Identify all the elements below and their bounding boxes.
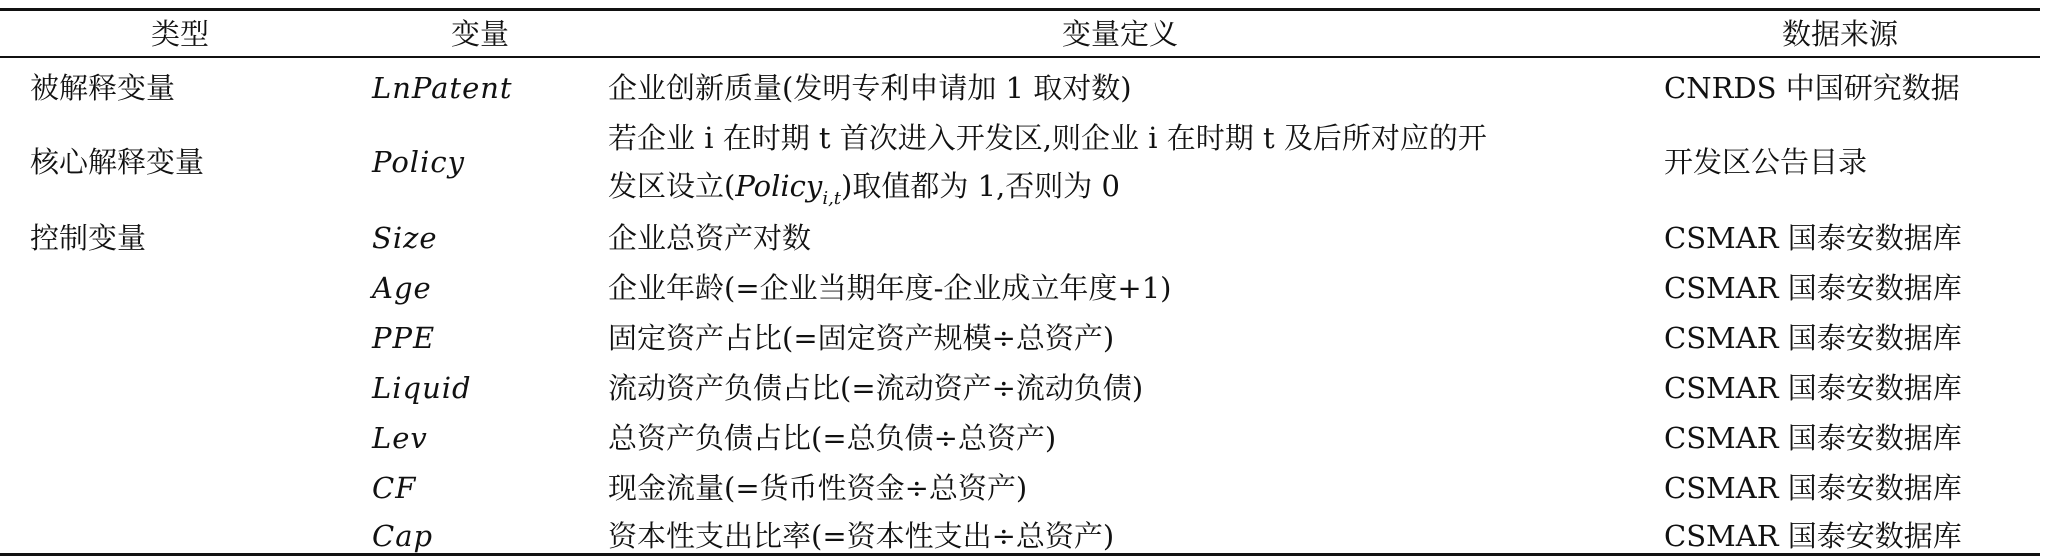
- cell-definition: 现金流量(=货币性资金÷总资产): [608, 471, 1028, 505]
- cell-variable: Age: [372, 271, 432, 305]
- definition-line-2-post: )取值都为 1,否则为 0: [841, 169, 1120, 203]
- header-variable: 变量: [450, 17, 509, 51]
- top-rule: [0, 8, 2040, 11]
- cell-definition: 固定资产占比(=固定资产规模÷总资产): [608, 321, 1115, 355]
- definition-line-1: 若企业 i 在时期 t 首次进入开发区,则企业 i 在时期 t 及后所对应的开: [608, 121, 1487, 155]
- cell-definition: 企业年龄(=企业当期年度-企业成立年度+1): [608, 271, 1172, 305]
- cell-variable: Policy: [372, 145, 465, 179]
- cell-source: 开发区公告目录: [1664, 145, 1868, 179]
- cell-variable: LnPatent: [372, 71, 513, 105]
- cell-variable: Lev: [372, 421, 428, 455]
- cell-variable: Cap: [372, 519, 434, 553]
- cell-variable: PPE: [372, 321, 436, 355]
- cell-source: CSMAR 国泰安数据库: [1664, 371, 1962, 405]
- table-row: [0, 114, 2040, 210]
- header-definition: 变量定义: [1061, 17, 1178, 51]
- cell-variable: CF: [372, 471, 417, 505]
- cell-source: CSMAR 国泰安数据库: [1664, 421, 1962, 455]
- cell-definition: 企业创新质量(发明专利申请加 1 取对数): [608, 71, 1132, 105]
- policy-variable: Policy: [735, 169, 823, 203]
- cell-definition: 总资产负债占比(=总负债÷总资产): [608, 421, 1057, 455]
- policy-subscript: i,t: [822, 188, 842, 209]
- header-source: 数据来源: [1781, 17, 1898, 51]
- definition-line-2: [608, 162, 1638, 223]
- cell-source: CSMAR 国泰安数据库: [1664, 221, 1962, 255]
- cell-definition: [608, 114, 1638, 223]
- cell-type: 核心解释变量: [30, 145, 205, 179]
- cell-definition: 资本性支出比率(=资本性支出÷总资产): [608, 519, 1115, 553]
- cell-variable: Liquid: [372, 371, 472, 405]
- cell-source: CSMAR 国泰安数据库: [1664, 321, 1962, 355]
- header-rule: [0, 56, 2040, 58]
- definition-line-2-pre: 发区设立(: [608, 169, 736, 203]
- cell-source: CNRDS 中国研究数据: [1664, 71, 1960, 105]
- cell-definition: 企业总资产对数: [608, 221, 812, 255]
- cell-variable: Size: [372, 221, 438, 255]
- cell-source: CSMAR 国泰安数据库: [1664, 271, 1962, 305]
- cell-type: 被解释变量: [30, 71, 176, 105]
- cell-type: 控制变量: [30, 221, 147, 255]
- cell-source: CSMAR 国泰安数据库: [1664, 471, 1962, 505]
- cell-source: CSMAR 国泰安数据库: [1664, 519, 1962, 553]
- table-row: [0, 66, 2040, 110]
- cell-definition: 流动资产负债占比(=流动资产÷流动负债): [608, 371, 1144, 405]
- header-type: 类型: [150, 17, 209, 51]
- bottom-rule: [0, 553, 2040, 556]
